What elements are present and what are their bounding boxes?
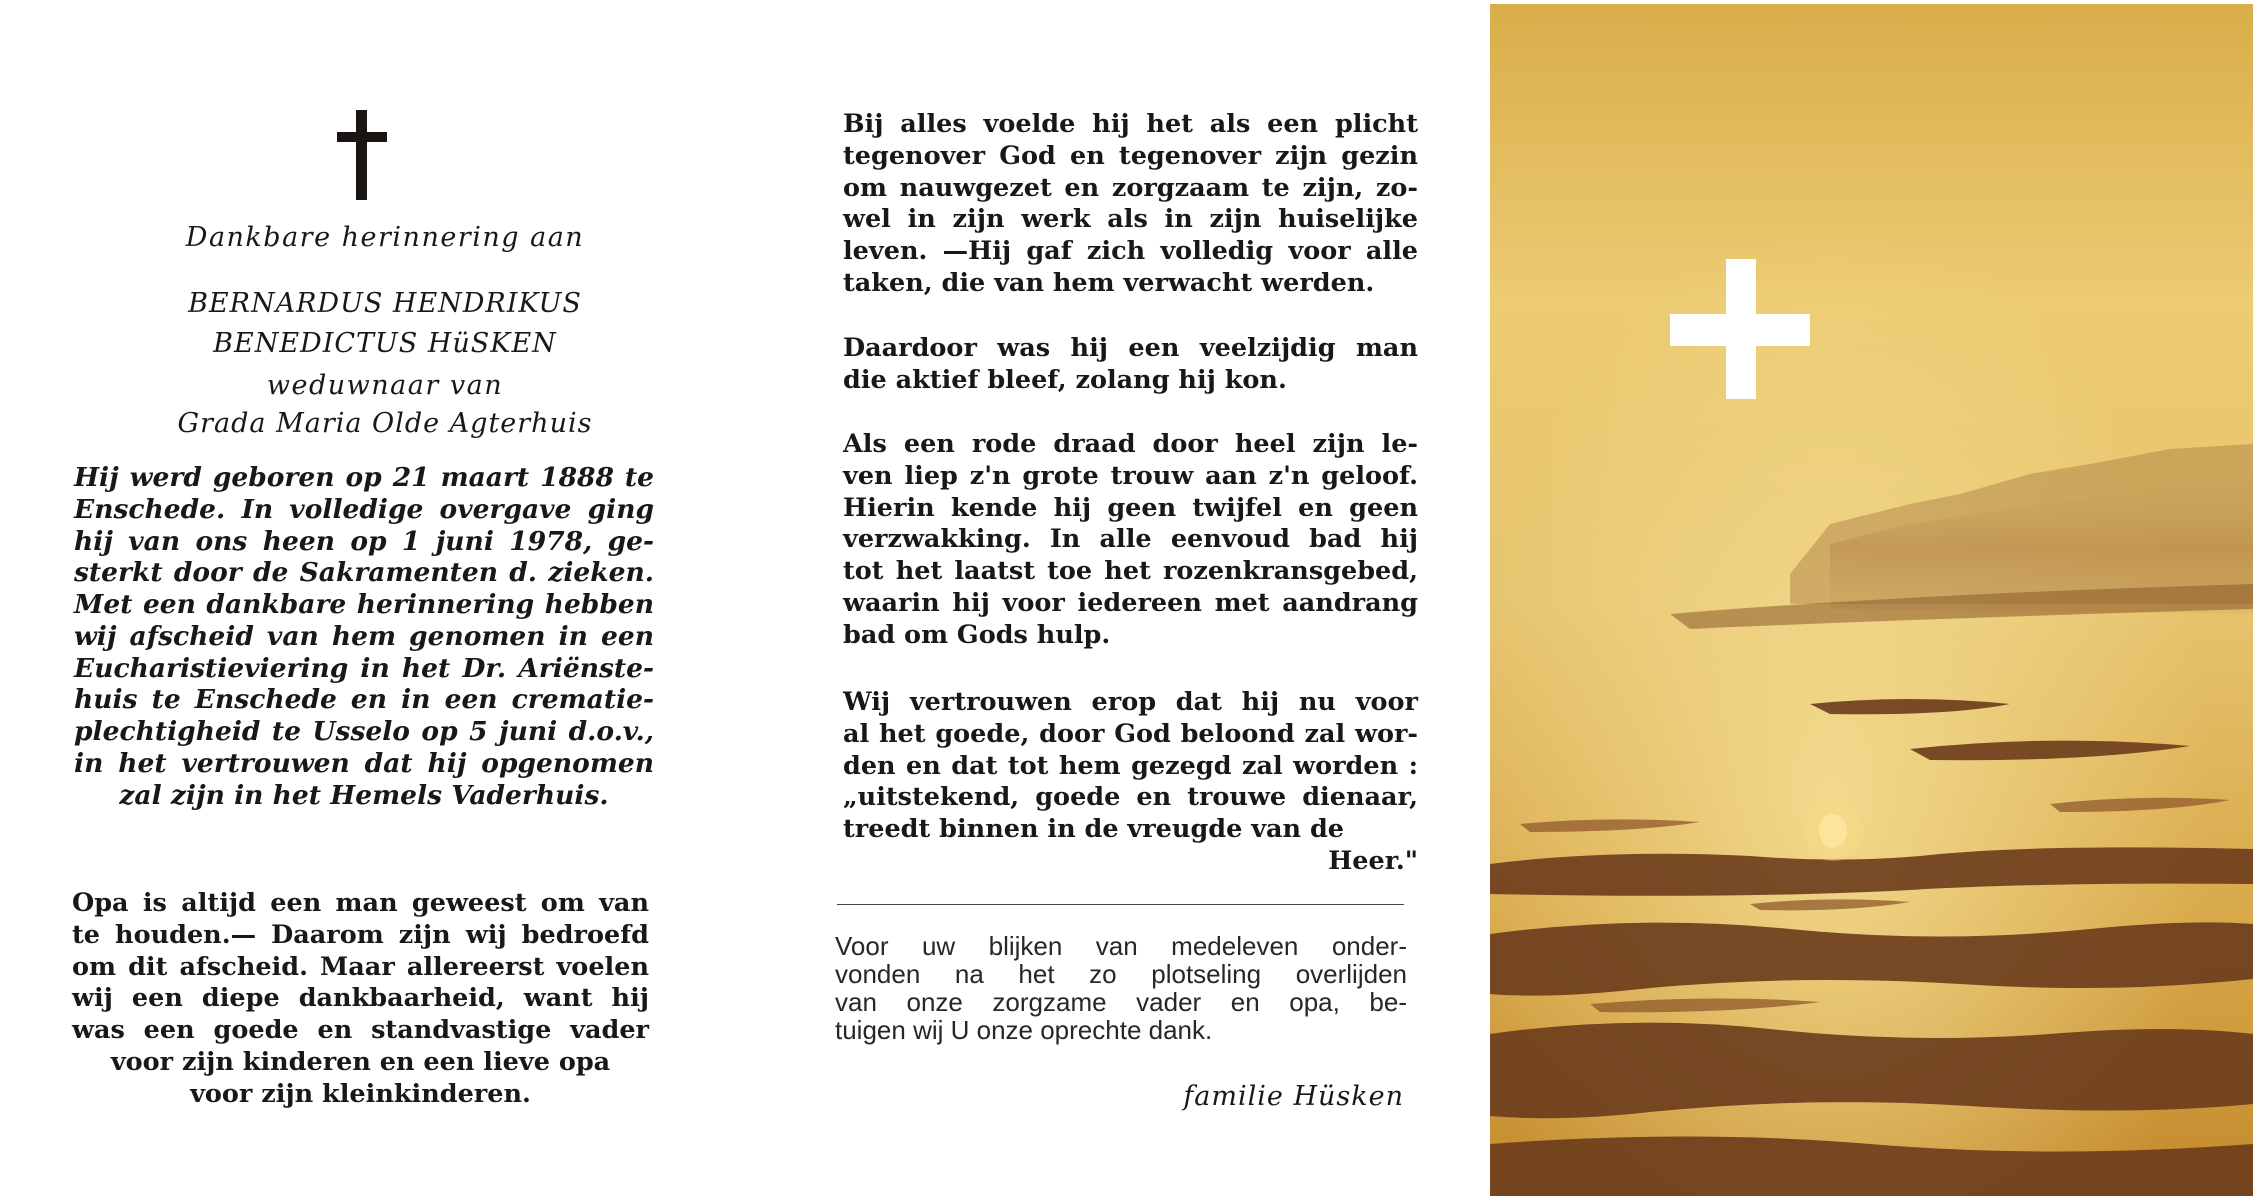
- text-line: voor zijn kleinkinderen.: [190, 1078, 531, 1109]
- text-line: „uitstekend, goede en trouwe dienaar,: [843, 782, 1418, 813]
- text-line: Hierin kende hij geen twijfel en geen: [843, 492, 1418, 523]
- text-line: om nauwgezet en zorgzaam te zijn, zo-: [843, 172, 1418, 203]
- text-line: Wij vertrouwen erop dat hij nu voor: [843, 687, 1418, 717]
- middle-panel: [790, 0, 1490, 1200]
- deceased-name-line-1: BERNARDUS HENDRIKUS: [188, 288, 582, 319]
- cross-icon: [337, 110, 387, 200]
- text-line: wel in zijn werk als in zijn huiselijke: [843, 204, 1418, 235]
- text-line: leven. —Hij gaf zich volledig voor alle: [843, 236, 1418, 267]
- text-line: Bij alles voelde hij het als een plicht: [843, 109, 1418, 139]
- text-line: Opa is altijd een man geweest om van: [72, 888, 649, 918]
- text-line: te houden.— Daarom zijn wij bedroefd: [72, 919, 649, 950]
- text-line: Hij werd geboren op 21 maart 1888 te: [74, 462, 654, 493]
- text-line: Heer.": [1328, 845, 1418, 876]
- widower-of-label: weduwnaar van: [266, 370, 504, 401]
- text-line: tot het laatst toe het rozenkransgebed,: [843, 556, 1418, 587]
- farewell-paragraph: [74, 589, 654, 812]
- text-line: sterkt door de Sakramenten d. zieken.: [74, 557, 654, 589]
- spouse-name: Grada Maria Olde Agterhuis: [177, 408, 593, 439]
- text-line: den en dat tot hem gezegd zal worden :: [843, 750, 1418, 781]
- faith-paragraph: [843, 429, 1418, 652]
- left-panel: [0, 0, 790, 1200]
- text-line: voor zijn kinderen en een lieve opa: [110, 1046, 611, 1077]
- dedication-heading: Dankbare herinnering aan: [185, 222, 585, 253]
- text-line: taken, die van hem verwacht werden.: [843, 267, 1375, 298]
- sunset-photo: [1490, 4, 2253, 1196]
- text-line: van onze zorgzame vader en opa, be-: [835, 987, 1407, 1017]
- text-line: al het goede, door God beloond zal wor-: [843, 718, 1418, 749]
- duty-paragraph: [843, 109, 1418, 300]
- versatile-paragraph: [843, 333, 1418, 397]
- text-line: zal zijn in het Hemels Vaderhuis.: [119, 779, 609, 811]
- opa-paragraph: [72, 888, 649, 1111]
- text-line: ven liep z'n grote trouw aan z'n geloof.: [843, 460, 1418, 491]
- text-line: Enschede. In volledige overgave ging: [74, 493, 654, 525]
- signature: familie Hüsken: [1183, 1081, 1404, 1112]
- text-line: om dit afscheid. Maar allereerst voelen: [72, 951, 649, 982]
- birth-paragraph: [74, 462, 654, 589]
- thanks-paragraph: [835, 932, 1407, 1044]
- text-line: treedt binnen in de vreugde van de: [843, 814, 1345, 845]
- text-line: verzwakking. In alle eenvoud bad hij: [843, 524, 1418, 555]
- text-line: was een goede en standvastige vader: [72, 1015, 649, 1046]
- text-line: hij van ons heen op 1 juni 1978, ge-: [74, 525, 654, 557]
- sunset-landscape-image: [1490, 4, 2253, 1196]
- trust-paragraph: [843, 687, 1418, 878]
- text-line: vonden na het zo plotseling overlijden: [835, 959, 1407, 989]
- text-line: wij afscheid van hem genomen in een: [74, 620, 654, 652]
- text-line: huis te Enschede en in een crematie-: [74, 684, 654, 716]
- text-line: in het vertrouwen dat hij opgenomen: [74, 747, 654, 779]
- text-line: tegenover God en tegenover zijn gezin: [843, 140, 1418, 171]
- text-line: bad om Gods hulp.: [843, 619, 1111, 650]
- text-line: Daardoor was hij een veelzijdig man: [843, 333, 1418, 363]
- text-line: wij een diepe dankbaarheid, want hij: [72, 983, 649, 1014]
- text-line: Eucharistieviering in het Dr. Ariënste-: [74, 652, 654, 684]
- text-line: plechtigheid te Usselo op 5 juni d.o.v.,: [74, 716, 654, 748]
- text-line: Als een rode draad door heel zijn le-: [843, 429, 1418, 459]
- text-line: Voor uw blijken van medeleven onder-: [835, 931, 1407, 961]
- text-line: die aktief bleef, zolang hij kon.: [843, 364, 1287, 395]
- text-line: waarin hij voor iedereen met aandrang: [843, 587, 1418, 618]
- divider: [837, 904, 1404, 905]
- text-line: tuigen wij U onze oprechte dank.: [835, 1015, 1213, 1045]
- deceased-name-line-2: BENEDICTUS HüSKEN: [213, 328, 557, 359]
- text-line: Met een dankbare herinnering hebben: [74, 589, 654, 620]
